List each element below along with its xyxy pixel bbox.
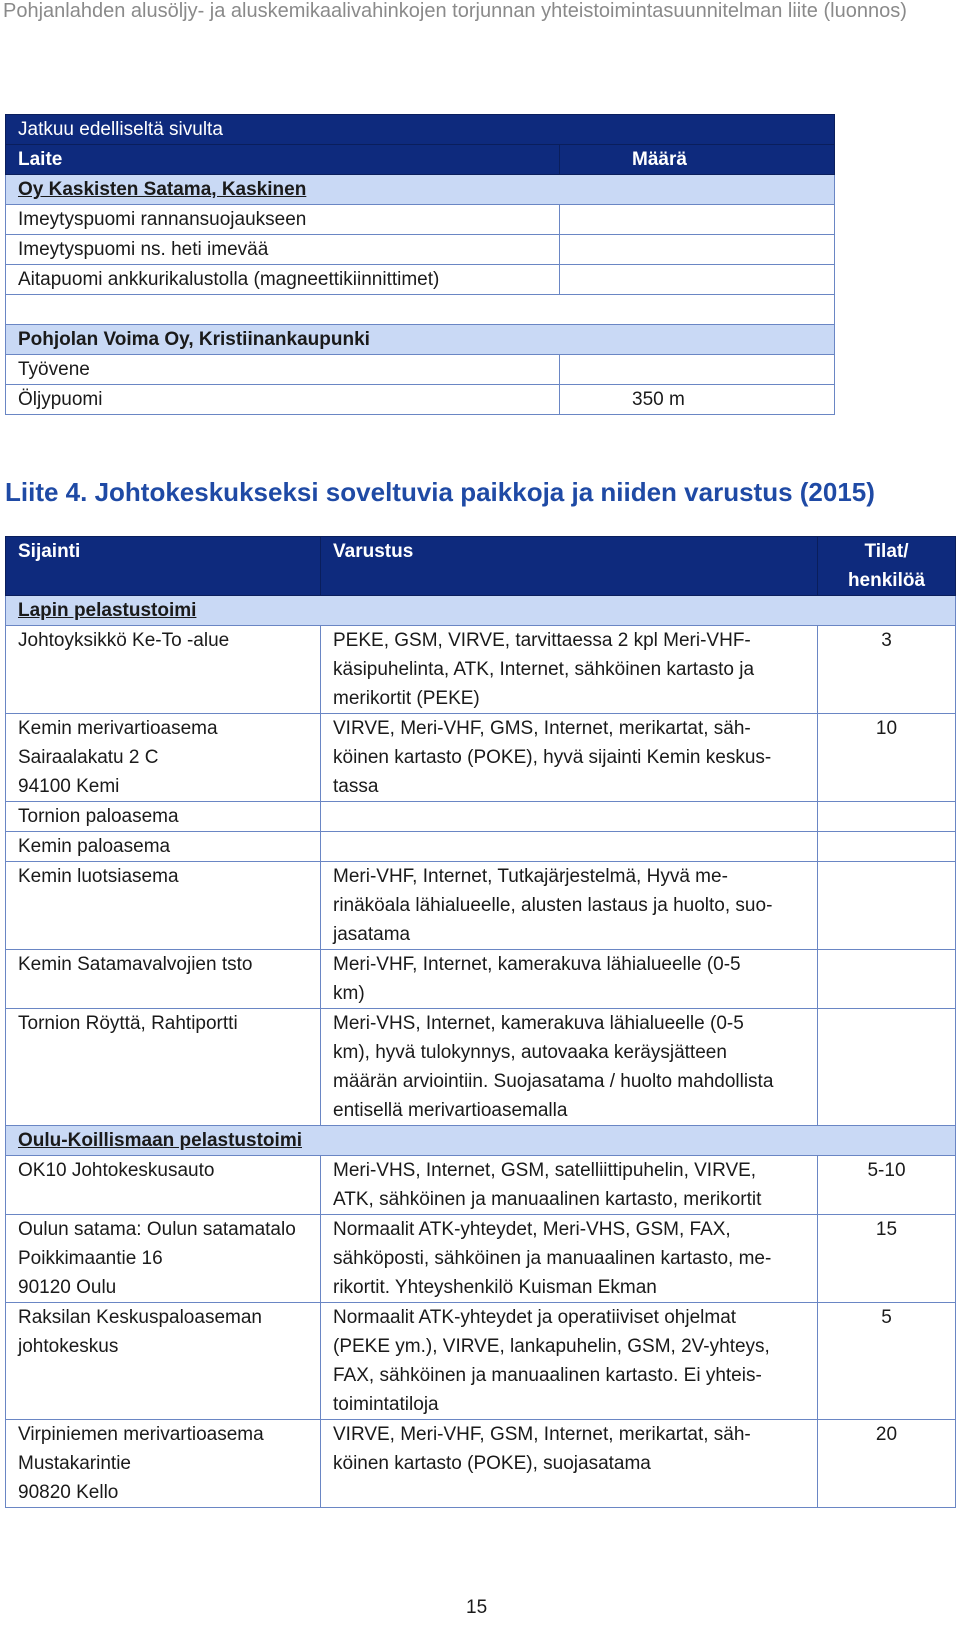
continued-caption: Jatkuu edelliseltä sivulta (6, 115, 835, 145)
equipment-cell (321, 802, 818, 832)
column-header-equipment (321, 537, 818, 596)
equipment-line: Meri-VHF, Internet, kamerakuva lähialueelle (0-5 (333, 954, 741, 975)
amount-cell (560, 205, 835, 235)
equipment-line: (PEKE ym.), VIRVE, lankapuhelin, GSM, 2V-yhteys, (333, 1336, 770, 1357)
equipment-line: Meri-VHS, Internet, kamerakuva lähialueelle (0-5 (333, 1013, 744, 1034)
group-label (6, 596, 956, 626)
equipment-cell (321, 1009, 818, 1126)
device-cell: Imeytyspuomi rannansuojaukseen (6, 205, 560, 235)
equipment-cell (321, 1420, 818, 1508)
equipment-line: tassa (333, 776, 379, 797)
location-line: 90120 Oulu (18, 1277, 117, 1298)
table-row (6, 832, 956, 862)
empty-row (6, 295, 835, 325)
equipment-cell (321, 1215, 818, 1303)
device-cell: Aitapuomi ankkurikalustolla (magneettikiinnittimet) (6, 265, 560, 295)
table-row (6, 626, 956, 714)
column-header-space (818, 537, 956, 596)
group-label-text: Oulu-Koillismaan pelastustoimi (18, 1130, 302, 1151)
equipment-table (5, 114, 835, 415)
location-line: 94100 Kemi (18, 776, 120, 797)
table-row (6, 802, 956, 832)
equipment-cell (321, 714, 818, 802)
space-cell: 10 (818, 714, 956, 802)
equipment-line: käsipuhelinta, ATK, Internet, sähköinen kartasto ja (333, 659, 755, 680)
table-row (6, 1009, 956, 1126)
device-cell: Öljypuomi (6, 385, 560, 415)
equipment-cell (321, 950, 818, 1009)
table-row (6, 950, 956, 1009)
location-cell (6, 950, 321, 1009)
equipment-line: Normaalit ATK-yhteydet ja operatiiviset ohjelmat (333, 1307, 737, 1328)
location-line: Poikkimaantie 16 (18, 1248, 163, 1269)
space-cell (818, 862, 956, 950)
command-center-table (5, 536, 956, 1508)
equipment-line: VIRVE, Meri-VHF, GMS, Internet, merikartat, säh- (333, 718, 751, 739)
equipment-line: köinen kartasto (POKE), hyvä sijainti Kemin keskus- (333, 747, 772, 768)
space-cell: 3 (818, 626, 956, 714)
location-line: Sairaalakatu 2 C (18, 747, 159, 768)
location-cell (6, 1420, 321, 1508)
equipment-line: merikortit (PEKE) (333, 688, 480, 709)
space-cell (818, 1009, 956, 1126)
table-header-row (6, 537, 956, 596)
equipment-line: FAX, sähköinen ja manuaalinen kartasto. Ei yhteis- (333, 1365, 762, 1386)
location-line: OK10 Johtokeskusauto (18, 1160, 215, 1181)
location-line: Virpiniemen merivartioasema (18, 1424, 264, 1445)
location-cell (6, 1303, 321, 1420)
table-row (6, 1215, 956, 1303)
location-line: Kemin merivartioasema (18, 718, 218, 739)
location-cell (6, 832, 321, 862)
location-line: Kemin Satamavalvojien tsto (18, 954, 253, 975)
table-row (6, 355, 835, 385)
group-label (6, 1126, 956, 1156)
location-line: Raksilan Keskuspaloaseman (18, 1307, 262, 1328)
section-title: Liite 4. Johtokeskukseksi soveltuvia paikkoja ja niiden varustus (2015) (5, 477, 875, 507)
table-row (6, 714, 956, 802)
column-header-amount: Määrä (560, 145, 835, 175)
table-row (6, 1303, 956, 1420)
location-line: Kemin paloasema (18, 836, 171, 857)
amount-cell (560, 235, 835, 265)
header-text: Varustus (333, 541, 414, 562)
location-cell (6, 1009, 321, 1126)
equipment-line: sähköposti, sähköinen ja manuaalinen kartasto, me- (333, 1248, 772, 1269)
location-cell (6, 1215, 321, 1303)
location-cell (6, 626, 321, 714)
group-header-oulu-koillismaa (6, 1126, 956, 1156)
group-header-lapin-pelastustoimi (6, 596, 956, 626)
location-cell (6, 862, 321, 950)
group-header-pohjolan-voima: Pohjolan Voima Oy, Kristiinankaupunki (6, 325, 835, 355)
table-row (6, 862, 956, 950)
equipment-line: entisellä merivartioasemalla (333, 1100, 568, 1121)
equipment-line: ATK, sähköinen ja manuaalinen kartasto, merikortit (333, 1189, 762, 1210)
location-line: Kemin luotsiasema (18, 866, 179, 887)
location-line: johtokeskus (18, 1336, 119, 1357)
location-cell (6, 802, 321, 832)
location-line: Tornion Röyttä, Rahtiportti (18, 1013, 238, 1034)
amount-cell (560, 265, 835, 295)
equipment-line: km), hyvä tulokynnys, autovaaka keräysjätteen (333, 1042, 727, 1063)
space-cell (818, 950, 956, 1009)
equipment-line: jasatama (333, 924, 411, 945)
table-row (6, 265, 835, 295)
table-row (6, 1156, 956, 1215)
equipment-cell (321, 1303, 818, 1420)
location-cell (6, 714, 321, 802)
space-cell: 5-10 (818, 1156, 956, 1215)
table-row (6, 1420, 956, 1508)
header-text: henkilöä (847, 570, 926, 591)
space-cell (818, 802, 956, 832)
location-cell (6, 1156, 321, 1215)
table-row (6, 295, 835, 325)
space-cell: 20 (818, 1420, 956, 1508)
equipment-line: km) (333, 983, 365, 1004)
equipment-cell (321, 862, 818, 950)
location-line: Oulun satama: Oulun satamatalo (18, 1219, 296, 1240)
equipment-line: Meri-VHF, Internet, Tutkajärjestelmä, Hyvä me- (333, 866, 728, 887)
equipment-line: VIRVE, Meri-VHF, GSM, Internet, merikartat, säh- (333, 1424, 751, 1445)
running-header: Pohjanlahden alusöljy- ja aluskemikaalivahinkojen torjunnan yhteistoimintasuunnitelman liite (luonnos) (3, 0, 907, 22)
equipment-line: Meri-VHS, Internet, GSM, satelliittipuhelin, VIRVE, (333, 1160, 757, 1181)
amount-cell: 350 m (560, 385, 835, 415)
location-line: Tornion paloasema (18, 806, 179, 827)
equipment-line: rikortit. Yhteyshenkilö Kuisman Ekman (333, 1277, 657, 1298)
group-label-text: Lapin pelastustoimi (18, 600, 197, 621)
equipment-line: PEKE, GSM, VIRVE, tarvittaessa 2 kpl Meri-VHF- (333, 630, 751, 651)
equipment-line: Normaalit ATK-yhteydet, Meri-VHS, GSM, FAX, (333, 1219, 731, 1240)
device-cell: Työvene (6, 355, 560, 385)
table-row (6, 235, 835, 265)
equipment-cell (321, 1156, 818, 1215)
location-line: Mustakarintie (18, 1453, 131, 1474)
table-row (6, 205, 835, 235)
column-header-device: Laite (6, 145, 560, 175)
equipment-cell (321, 832, 818, 862)
header-text: Sijainti (18, 541, 81, 562)
equipment-cell (321, 626, 818, 714)
location-line: Johtoyksikkö Ke-To -alue (18, 630, 230, 651)
column-header-location (6, 537, 321, 596)
space-cell (818, 832, 956, 862)
device-cell: Imeytyspuomi ns. heti imevää (6, 235, 560, 265)
group-header-kaskinen: Oy Kaskisten Satama, Kaskinen (6, 175, 835, 205)
space-cell: 5 (818, 1303, 956, 1420)
equipment-line: määrän arviointiin. Suojasatama / huolto mahdollista (333, 1071, 774, 1092)
equipment-line: toimintatiloja (333, 1394, 439, 1415)
location-line: 90820 Kello (18, 1482, 119, 1503)
page-number: 15 (466, 1597, 488, 1618)
equipment-line: rinäköala lähialueelle, alusten lastaus ja huolto, suo- (333, 895, 773, 916)
space-cell: 15 (818, 1215, 956, 1303)
header-text: Tilat/ (864, 541, 909, 562)
amount-cell (560, 355, 835, 385)
table-row (6, 385, 835, 415)
equipment-line: köinen kartasto (POKE), suojasatama (333, 1453, 651, 1474)
